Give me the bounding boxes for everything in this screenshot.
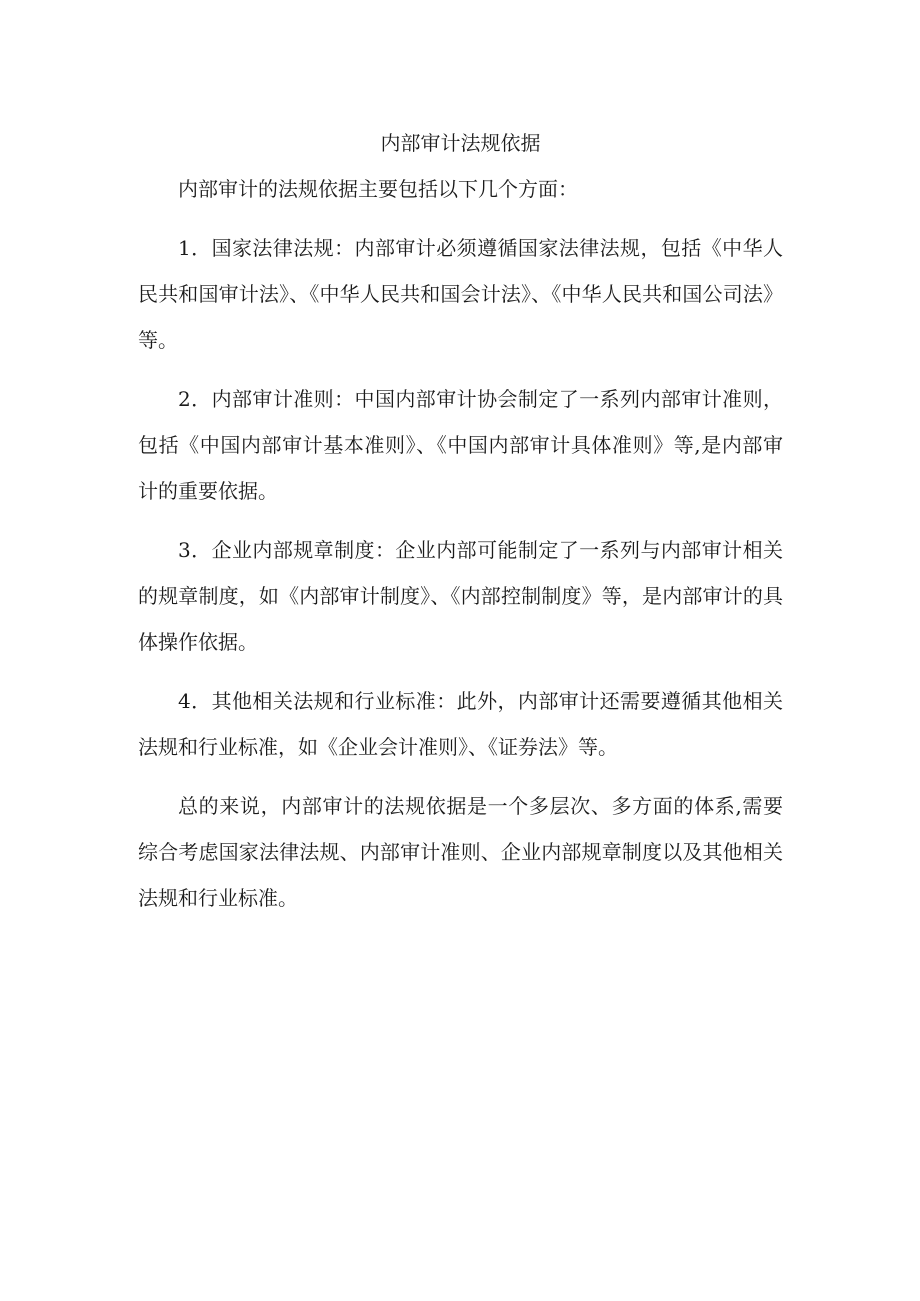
item-audit-standards: 2．内部审计准则：中国内部审计协会制定了一系列内部审计准则，包括《中国内部审计基本准则》、《中国内部审计具体准则》等,是内部审计的重要依据。 bbox=[138, 387, 783, 503]
document-body bbox=[138, 126, 783, 934]
summary-paragraph: 总的来说，内部审计的法规依据是一个多层次、多方面的体系,需要综合考虑国家法律法规、内部审计准则、企业内部规章制度以及其他相关法规和行业标准。 bbox=[138, 794, 783, 910]
item-other-regulations: 4．其他相关法规和行业标准：此外，内部审计还需要遵循其他相关法规和行业标准，如《企业会计准则》、《证券法》等。 bbox=[138, 689, 783, 759]
document-title: 内部审计法规依据 bbox=[380, 131, 541, 155]
item-internal-rules: 3．企业内部规章制度：企业内部可能制定了一系列与内部审计相关的规章制度，如《内部审计制度》、《内部控制制度》等，是内部审计的具体操作依据。 bbox=[138, 538, 783, 654]
item-national-laws: 1．国家法律法规：内部审计必须遵循国家法律法规，包括《中华人民共和国审计法》、《中华人民共和国会计法》、《中华人民共和国公司法》等。 bbox=[138, 236, 783, 352]
intro-paragraph: 内部审计的法规依据主要包括以下几个方面： bbox=[178, 177, 578, 201]
